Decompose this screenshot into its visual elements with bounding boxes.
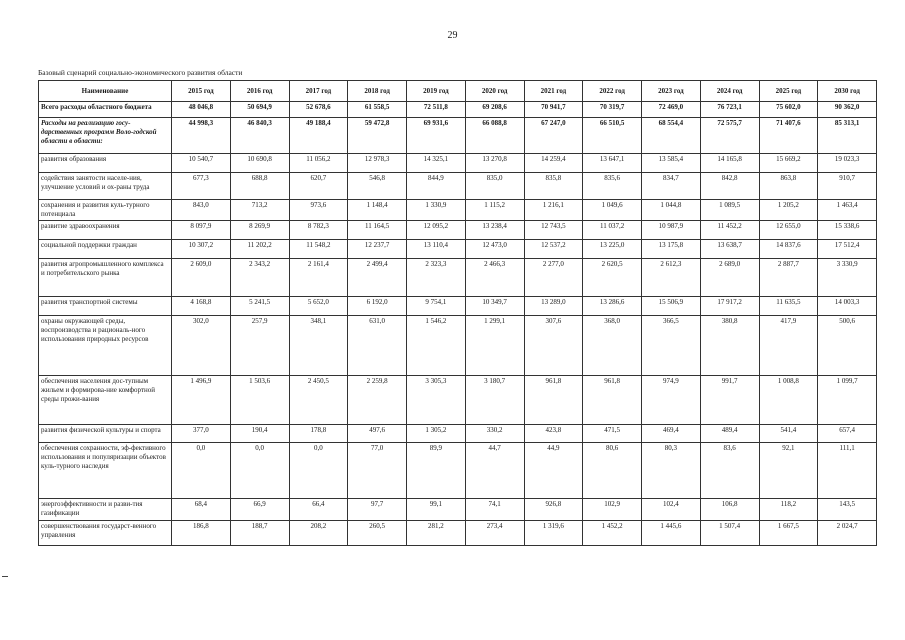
row-value: 102,9 <box>583 499 642 521</box>
row-value: 11 548,2 <box>289 240 348 259</box>
row-name: Расходы на реализацию госу-дарственных программ Воло-годской области в области: <box>39 118 172 154</box>
row-value: 13 238,4 <box>465 221 524 240</box>
table-row <box>39 316 877 376</box>
row-value: 2 450,5 <box>289 376 348 425</box>
row-value: 10 540,7 <box>172 154 231 173</box>
row-value: 1 319,6 <box>524 521 583 546</box>
row-value: 44,7 <box>465 443 524 499</box>
row-value: 11 635,5 <box>759 297 818 316</box>
table-row <box>39 154 877 173</box>
row-value: 2 620,5 <box>583 259 642 297</box>
header-2024: 2024 год <box>700 81 759 102</box>
row-value: 74,1 <box>465 499 524 521</box>
row-name: сохранения и развития куль-турного потенциала <box>39 200 172 221</box>
row-value: 2 466,3 <box>465 259 524 297</box>
header-2022: 2022 год <box>583 81 642 102</box>
row-value: 1 205,2 <box>759 200 818 221</box>
row-value: 863,8 <box>759 173 818 200</box>
row-value: 3 305,3 <box>407 376 466 425</box>
row-value: 1 148,4 <box>348 200 407 221</box>
row-value: 99,1 <box>407 499 466 521</box>
table-row <box>39 443 877 499</box>
row-value: 961,8 <box>524 376 583 425</box>
row-value: 66 510,5 <box>583 118 642 154</box>
row-name: развития образования <box>39 154 172 173</box>
row-value: 2 887,7 <box>759 259 818 297</box>
row-value: 2 323,3 <box>407 259 466 297</box>
table-row <box>39 200 877 221</box>
row-value: 13 270,8 <box>465 154 524 173</box>
table-row <box>39 425 877 443</box>
row-value: 190,4 <box>230 425 289 443</box>
row-value: 15 338,6 <box>818 221 877 240</box>
table-row <box>39 221 877 240</box>
row-value: 835,8 <box>524 173 583 200</box>
row-value: 1 299,1 <box>465 316 524 376</box>
row-value: 1 089,5 <box>700 200 759 221</box>
row-value: 1 115,2 <box>465 200 524 221</box>
header-name: Наименование <box>39 81 172 102</box>
row-value: 12 237,7 <box>348 240 407 259</box>
header-2020: 2020 год <box>465 81 524 102</box>
row-value: 423,8 <box>524 425 583 443</box>
row-value: 8 097,9 <box>172 221 231 240</box>
row-name: Всего расходы областного бюджета <box>39 102 172 118</box>
row-value: 366,5 <box>642 316 701 376</box>
row-value: 5 652,0 <box>289 297 348 316</box>
row-value: 67 247,0 <box>524 118 583 154</box>
row-value: 1 049,6 <box>583 200 642 221</box>
row-value: 11 056,2 <box>289 154 348 173</box>
row-value: 12 095,2 <box>407 221 466 240</box>
table-row <box>39 297 877 316</box>
row-value: 66 088,8 <box>465 118 524 154</box>
row-value: 80,6 <box>583 443 642 499</box>
row-name: обеспечения сохранности, эф-фективного использования и популяризации объектов куль-турного наследия <box>39 443 172 499</box>
row-value: 842,8 <box>700 173 759 200</box>
row-value: 70 941,7 <box>524 102 583 118</box>
row-value: 8 782,3 <box>289 221 348 240</box>
row-value: 910,7 <box>818 173 877 200</box>
row-value: 1 452,2 <box>583 521 642 546</box>
row-value: 631,0 <box>348 316 407 376</box>
row-value: 835,6 <box>583 173 642 200</box>
row-value: 77,0 <box>348 443 407 499</box>
header-2023: 2023 год <box>642 81 701 102</box>
row-value: 657,4 <box>818 425 877 443</box>
row-value: 143,5 <box>818 499 877 521</box>
header-2017: 2017 год <box>289 81 348 102</box>
row-value: 83,6 <box>700 443 759 499</box>
row-value: 0,0 <box>230 443 289 499</box>
table-caption: Базовый сценарий социально-экономического развития области <box>38 68 243 77</box>
row-value: 14 165,8 <box>700 154 759 173</box>
row-value: 17 917,2 <box>700 297 759 316</box>
row-value: 80,3 <box>642 443 701 499</box>
header-2025: 2025 год <box>759 81 818 102</box>
row-value: 1 008,8 <box>759 376 818 425</box>
row-value: 10 307,2 <box>172 240 231 259</box>
row-value: 19 023,3 <box>818 154 877 173</box>
row-value: 2 609,0 <box>172 259 231 297</box>
row-value: 68 554,4 <box>642 118 701 154</box>
row-value: 302,0 <box>172 316 231 376</box>
row-value: 12 537,2 <box>524 240 583 259</box>
row-value: 46 840,3 <box>230 118 289 154</box>
row-value: 1 667,5 <box>759 521 818 546</box>
row-value: 348,1 <box>289 316 348 376</box>
row-value: 330,2 <box>465 425 524 443</box>
header-2015: 2015 год <box>172 81 231 102</box>
row-value: 14 837,6 <box>759 240 818 259</box>
margin-mark <box>2 576 8 577</box>
row-value: 8 269,9 <box>230 221 289 240</box>
row-value: 13 225,0 <box>583 240 642 259</box>
row-value: 1 216,1 <box>524 200 583 221</box>
row-name: развитие здравоохранения <box>39 221 172 240</box>
table-header-row <box>39 81 877 102</box>
row-value: 380,8 <box>700 316 759 376</box>
row-value: 377,0 <box>172 425 231 443</box>
row-value: 497,6 <box>348 425 407 443</box>
row-value: 12 655,0 <box>759 221 818 240</box>
row-name: развития физической культуры и спорта <box>39 425 172 443</box>
row-value: 1 445,6 <box>642 521 701 546</box>
row-name: содействия занятости населе-ния, улучшение условий и ох-раны труда <box>39 173 172 200</box>
row-value: 688,8 <box>230 173 289 200</box>
table-row <box>39 521 877 546</box>
row-value: 118,2 <box>759 499 818 521</box>
row-value: 13 289,0 <box>524 297 583 316</box>
table-row <box>39 118 877 154</box>
row-value: 10 987,9 <box>642 221 701 240</box>
row-value: 3 330,9 <box>818 259 877 297</box>
row-value: 76 723,1 <box>700 102 759 118</box>
row-value: 178,8 <box>289 425 348 443</box>
row-value: 10 349,7 <box>465 297 524 316</box>
row-value: 0,0 <box>172 443 231 499</box>
row-value: 489,4 <box>700 425 759 443</box>
row-value: 13 175,8 <box>642 240 701 259</box>
row-value: 111,1 <box>818 443 877 499</box>
row-value: 973,6 <box>289 200 348 221</box>
row-value: 97,7 <box>348 499 407 521</box>
row-value: 1 305,2 <box>407 425 466 443</box>
row-value: 713,2 <box>230 200 289 221</box>
row-value: 2 277,0 <box>524 259 583 297</box>
row-value: 677,3 <box>172 173 231 200</box>
row-value: 13 585,4 <box>642 154 701 173</box>
row-value: 90 362,0 <box>818 102 877 118</box>
row-value: 974,9 <box>642 376 701 425</box>
table-row <box>39 173 877 200</box>
row-name: совершенствования государст-венного управления <box>39 521 172 546</box>
row-value: 12 978,3 <box>348 154 407 173</box>
row-value: 1 546,2 <box>407 316 466 376</box>
row-value: 14 003,3 <box>818 297 877 316</box>
row-value: 17 512,4 <box>818 240 877 259</box>
row-value: 469,4 <box>642 425 701 443</box>
row-value: 50 694,9 <box>230 102 289 118</box>
row-value: 66,4 <box>289 499 348 521</box>
row-value: 13 286,6 <box>583 297 642 316</box>
row-value: 260,5 <box>348 521 407 546</box>
row-value: 89,9 <box>407 443 466 499</box>
header-2030: 2030 год <box>818 81 877 102</box>
row-value: 13 638,7 <box>700 240 759 259</box>
row-value: 5 241,5 <box>230 297 289 316</box>
row-value: 70 319,7 <box>583 102 642 118</box>
row-value: 9 754,1 <box>407 297 466 316</box>
row-value: 844,9 <box>407 173 466 200</box>
header-2019: 2019 год <box>407 81 466 102</box>
header-2018: 2018 год <box>348 81 407 102</box>
table-row <box>39 259 877 297</box>
row-value: 3 180,7 <box>465 376 524 425</box>
row-value: 69 208,6 <box>465 102 524 118</box>
table-body <box>39 102 877 546</box>
row-name: развития агропромышленного комплекса и потребительского рынка <box>39 259 172 297</box>
page-number: 29 <box>447 30 458 41</box>
row-value: 14 325,1 <box>407 154 466 173</box>
row-value: 926,8 <box>524 499 583 521</box>
row-value: 59 472,8 <box>348 118 407 154</box>
row-value: 0,0 <box>289 443 348 499</box>
row-value: 71 407,6 <box>759 118 818 154</box>
row-value: 2 259,8 <box>348 376 407 425</box>
row-value: 72 469,0 <box>642 102 701 118</box>
row-value: 208,2 <box>289 521 348 546</box>
row-value: 307,6 <box>524 316 583 376</box>
row-value: 12 473,0 <box>465 240 524 259</box>
row-value: 541,4 <box>759 425 818 443</box>
row-value: 48 046,8 <box>172 102 231 118</box>
row-value: 12 743,5 <box>524 221 583 240</box>
row-value: 52 678,6 <box>289 102 348 118</box>
row-value: 257,9 <box>230 316 289 376</box>
table-row <box>39 240 877 259</box>
row-value: 188,7 <box>230 521 289 546</box>
row-value: 2 612,3 <box>642 259 701 297</box>
budget-table <box>38 80 877 546</box>
row-value: 1 044,8 <box>642 200 701 221</box>
row-value: 843,0 <box>172 200 231 221</box>
row-value: 15 506,9 <box>642 297 701 316</box>
row-value: 49 188,4 <box>289 118 348 154</box>
row-name: социальной поддержки граждан <box>39 240 172 259</box>
row-value: 11 202,2 <box>230 240 289 259</box>
row-value: 620,7 <box>289 173 348 200</box>
row-value: 61 558,5 <box>348 102 407 118</box>
row-value: 273,4 <box>465 521 524 546</box>
row-value: 72 511,8 <box>407 102 466 118</box>
row-value: 1 099,7 <box>818 376 877 425</box>
row-value: 961,8 <box>583 376 642 425</box>
row-value: 14 259,4 <box>524 154 583 173</box>
table-row <box>39 102 877 118</box>
row-value: 13 647,1 <box>583 154 642 173</box>
row-value: 2 343,2 <box>230 259 289 297</box>
row-value: 500,6 <box>818 316 877 376</box>
row-value: 102,4 <box>642 499 701 521</box>
row-value: 2 024,7 <box>818 521 877 546</box>
row-value: 1 503,6 <box>230 376 289 425</box>
row-value: 85 313,1 <box>818 118 877 154</box>
row-value: 106,8 <box>700 499 759 521</box>
row-value: 66,9 <box>230 499 289 521</box>
row-value: 1 496,9 <box>172 376 231 425</box>
row-value: 11 037,2 <box>583 221 642 240</box>
row-value: 471,5 <box>583 425 642 443</box>
row-name: развития транспортной системы <box>39 297 172 316</box>
header-2021: 2021 год <box>524 81 583 102</box>
row-value: 44,9 <box>524 443 583 499</box>
row-value: 15 669,2 <box>759 154 818 173</box>
row-value: 68,4 <box>172 499 231 521</box>
row-value: 546,8 <box>348 173 407 200</box>
row-value: 69 931,6 <box>407 118 466 154</box>
row-name: энергоэффективности и разви-тия газификации <box>39 499 172 521</box>
row-value: 13 110,4 <box>407 240 466 259</box>
row-value: 11 452,2 <box>700 221 759 240</box>
row-value: 835,0 <box>465 173 524 200</box>
row-value: 6 192,0 <box>348 297 407 316</box>
header-2016: 2016 год <box>230 81 289 102</box>
row-value: 417,9 <box>759 316 818 376</box>
row-value: 2 161,4 <box>289 259 348 297</box>
row-value: 92,1 <box>759 443 818 499</box>
row-value: 991,7 <box>700 376 759 425</box>
row-name: обеспечения населения дос-тупным жильем и формирова-ние комфортной среды прожи-вания <box>39 376 172 425</box>
row-value: 2 499,4 <box>348 259 407 297</box>
row-value: 10 690,8 <box>230 154 289 173</box>
row-value: 72 575,7 <box>700 118 759 154</box>
row-value: 4 168,8 <box>172 297 231 316</box>
row-value: 186,8 <box>172 521 231 546</box>
row-value: 368,0 <box>583 316 642 376</box>
table-row <box>39 499 877 521</box>
row-value: 11 164,5 <box>348 221 407 240</box>
row-value: 281,2 <box>407 521 466 546</box>
row-value: 2 689,0 <box>700 259 759 297</box>
row-value: 44 998,3 <box>172 118 231 154</box>
row-value: 834,7 <box>642 173 701 200</box>
row-name: охраны окружающей среды, воспроизводства и рациональ-ного использования природных ресурсов <box>39 316 172 376</box>
row-value: 1 463,4 <box>818 200 877 221</box>
table-row <box>39 376 877 425</box>
row-value: 75 602,0 <box>759 102 818 118</box>
row-value: 1 507,4 <box>700 521 759 546</box>
row-value: 1 330,9 <box>407 200 466 221</box>
